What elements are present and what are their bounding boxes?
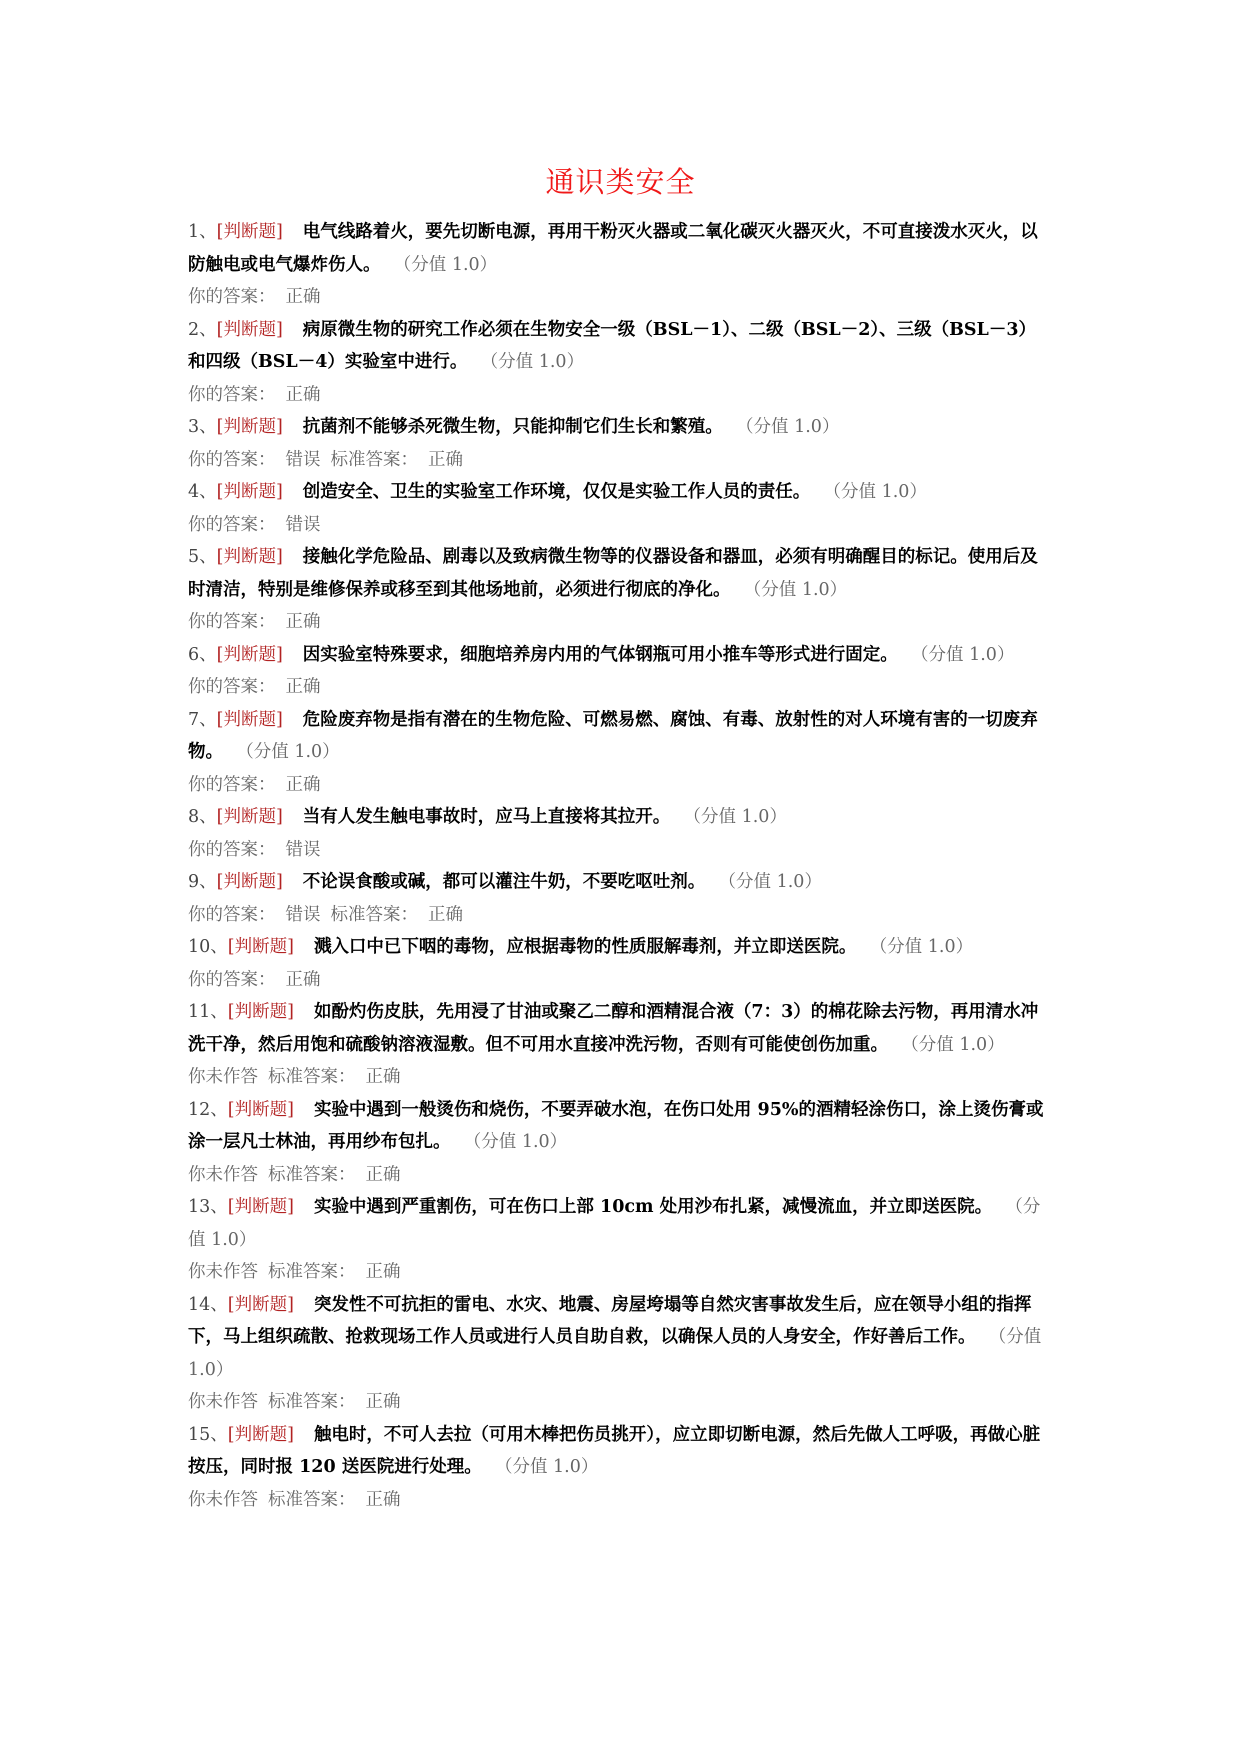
question-number: 13、 [188,1197,228,1217]
question-text: 溅入口中已下咽的毒物，应根据毒物的性质服解毒剂，并立即送医院。 [313,937,857,957]
standard-answer: 正确 [365,1489,401,1510]
question-type-tag: [判断题] [227,1294,294,1315]
question-number: 11、 [188,1002,228,1022]
question-text: 抗菌剂不能够杀死微生物，只能抑制它们生长和繁殖。 [302,417,723,437]
standard-answer-label: 标准答案： [268,1262,356,1282]
question-type-tag: [判断题] [216,807,283,827]
question-number: 3、 [188,417,217,437]
answer-label: 你未作答 [188,1262,258,1282]
question-number: 4、 [188,482,217,502]
question-type-tag: [判断题] [216,709,283,730]
question-text: 不论误食酸或碱，都可以灌注牛奶，不要吃呕吐剂。 [302,872,706,892]
answer-line [188,281,1050,314]
question-type-tag: [判断题] [216,319,283,340]
question-score: （分值 1.0） [878,937,974,957]
question-score: （分值 1.0） [919,644,1015,665]
question-type-tag: [判断题] [227,1197,294,1217]
answer-line [188,1061,1050,1094]
answer-line [188,1159,1050,1192]
question-item [188,639,1050,672]
question-score: （分值 1.0） [832,482,927,502]
question-number: 1、 [188,222,217,242]
question-number: 12、 [188,1099,228,1120]
question-item [188,476,1050,509]
question-number: 6、 [188,644,217,665]
your-answer: 正确 [285,677,321,697]
answer-label: 你未作答 [188,1164,258,1185]
your-answer: 错误 [285,839,321,860]
question-score: （分值 1.0） [188,1197,1041,1250]
question-text: 创造安全、卫生的实验室工作环境，仅仅是实验工作人员的责任。 [302,482,811,502]
question-text: 如酚灼伤皮肤，先用浸了甘油或聚乙二醇和酒精混合液（7：3）的棉花除去污物，再用清水冲洗干净，然后用饱和硫酸钠溶液湿敷。但不可用水直接冲洗污物，否则有可能使创伤加重。 [188,1002,1039,1055]
question-item [188,866,1050,899]
your-answer: 正确 [285,969,321,990]
question-item [188,314,1050,379]
standard-answer: 正确 [428,449,463,470]
question-text: 电气线路着火，要先切断电源，再用干粉灭火器或二氧化碳灭火器灭火，不可直接泼水灭火，以防触电或电气爆炸伤人。 [188,222,1038,275]
question-number: 14、 [188,1294,228,1315]
answer-line [188,769,1050,802]
question-score: （分值 1.0） [489,352,585,372]
answer-label: 你的答案： [188,287,276,307]
answer-line [188,444,1050,477]
question-text: 当有人发生触电事故时，应马上直接将其拉开。 [302,807,671,827]
question-text: 病原微生物的研究工作必须在生物安全一级（BSL－1）、二级（BSL－2）、三级（BSL－3）和四级（BSL－4）实验室中进行。 [188,319,1037,372]
standard-answer: 正确 [365,1164,401,1185]
question-number: 15、 [188,1424,228,1445]
question-text: 接触化学危险品、剧毒以及致病微生物等的仪器设备和器皿，必须有明确醒目的标记。使用后及时清洁，特别是维修保养或移至到其他场地前，必须进行彻底的净化。 [188,547,1038,600]
question-type-tag: [判断题] [227,1002,294,1022]
standard-answer: 正确 [428,904,463,925]
answer-line [188,509,1050,542]
question-type-tag: [判断题] [216,872,283,892]
standard-answer-label: 标准答案： [268,1489,356,1510]
answer-line [188,899,1050,932]
question-text: 触电时，不可人去拉（可用木棒把伤员挑开），应立即切断电源，然后先做人工呼吸，再做心脏按压，同时报 120 送医院进行处理。 [188,1424,1041,1477]
question-type-tag: [判断题] [216,482,283,502]
answer-line [188,1484,1050,1517]
standard-answer: 正确 [365,1392,401,1412]
question-number: 10、 [188,937,228,957]
answer-label: 你的答案： [188,839,276,860]
standard-answer: 正确 [365,1067,401,1087]
question-item [188,931,1050,964]
question-item [188,1191,1050,1256]
answer-line [188,834,1050,867]
question-type-tag: [判断题] [227,937,294,957]
answer-label: 你的答案： [188,774,276,795]
answer-label: 你未作答 [188,1392,258,1412]
question-score: （分值 1.0） [188,1327,1042,1380]
answer-label: 你的答案： [188,969,276,990]
question-number: 9、 [188,872,217,892]
answer-label: 你的答案： [188,384,276,405]
answer-line [188,1256,1050,1289]
your-answer: 错误 [285,514,321,535]
your-answer: 错误 [285,449,321,470]
standard-answer: 正确 [365,1262,401,1282]
answer-label: 你未作答 [188,1489,258,1510]
question-item [188,996,1050,1061]
your-answer: 正确 [285,384,321,405]
your-answer: 正确 [285,774,321,795]
question-score: （分值 1.0） [503,1457,599,1477]
answer-label: 你的答案： [188,514,276,535]
question-item [188,801,1050,834]
question-item [188,1289,1050,1387]
question-number: 2、 [188,319,217,340]
question-number: 8、 [188,807,217,827]
answer-line [188,671,1050,704]
question-number: 7、 [188,709,217,730]
standard-answer-label: 标准答案： [268,1067,356,1087]
question-text: 因实验室特殊要求，细胞培养房内用的气体钢瓶可用小推车等形式进行固定。 [302,644,898,665]
question-score: （分值 1.0） [727,872,822,892]
answer-label: 你的答案： [188,677,276,697]
your-answer: 正确 [285,287,321,307]
question-item [188,1419,1050,1484]
question-list [188,216,1050,1516]
page-title: 通识类安全 [545,165,696,199]
answer-label: 你的答案： [188,904,276,925]
standard-answer-label: 标准答案： [268,1392,356,1412]
standard-answer-label: 标准答案： [330,904,418,925]
question-score: （分值 1.0） [910,1034,1005,1055]
question-item [188,1094,1050,1159]
answer-line [188,606,1050,639]
question-score: （分值 1.0） [752,579,848,600]
question-text: 实验中遇到一般烫伤和烧伤，不要弄破水泡，在伤口处用 95%的酒精轻涂伤口，涂上烫伤膏或涂一层凡士林油，再用纱布包扎。 [188,1099,1044,1152]
question-score: （分值 1.0） [692,807,787,827]
question-type-tag: [判断题] [216,417,283,437]
question-type-tag: [判断题] [227,1099,294,1120]
question-text: 突发性不可抗拒的雷电、水灾、地震、房屋垮塌等自然灾害事故发生后，应在领导小组的指挥下，马上组织疏散、抢救现场工作人员或进行人员自助自救，以确保人员的人身安全，作好善后工作。 [188,1294,1032,1347]
question-score: （分值 1.0） [472,1132,568,1152]
answer-label: 你未作答 [188,1067,258,1087]
question-type-tag: [判断题] [227,1424,294,1445]
question-score: （分值 1.0） [744,417,840,437]
standard-answer-label: 标准答案： [330,449,418,470]
question-text: 实验中遇到严重割伤，可在伤口上部 10cm 处用沙布扎紧，减慢流血，并立即送医院。 [313,1197,993,1217]
answer-line [188,964,1050,997]
answer-line [188,1386,1050,1419]
standard-answer-label: 标准答案： [268,1164,356,1185]
question-type-tag: [判断题] [216,547,283,567]
question-score: （分值 1.0） [245,742,340,762]
question-text: 危险废弃物是指有潜在的生物危险、可燃易燃、腐蚀、有毒、放射性的对人环境有害的一切废弃物。 [188,709,1038,762]
your-answer: 错误 [285,904,321,925]
question-item [188,411,1050,444]
question-type-tag: [判断题] [216,222,283,242]
question-number: 5、 [188,547,217,567]
question-item [188,541,1050,606]
answer-label: 你的答案： [188,612,276,632]
question-item [188,216,1050,281]
answer-label: 你的答案： [188,449,276,470]
answer-line [188,379,1050,412]
question-score: （分值 1.0） [402,254,498,275]
question-type-tag: [判断题] [216,644,283,665]
question-item [188,704,1050,769]
your-answer: 正确 [285,612,321,632]
